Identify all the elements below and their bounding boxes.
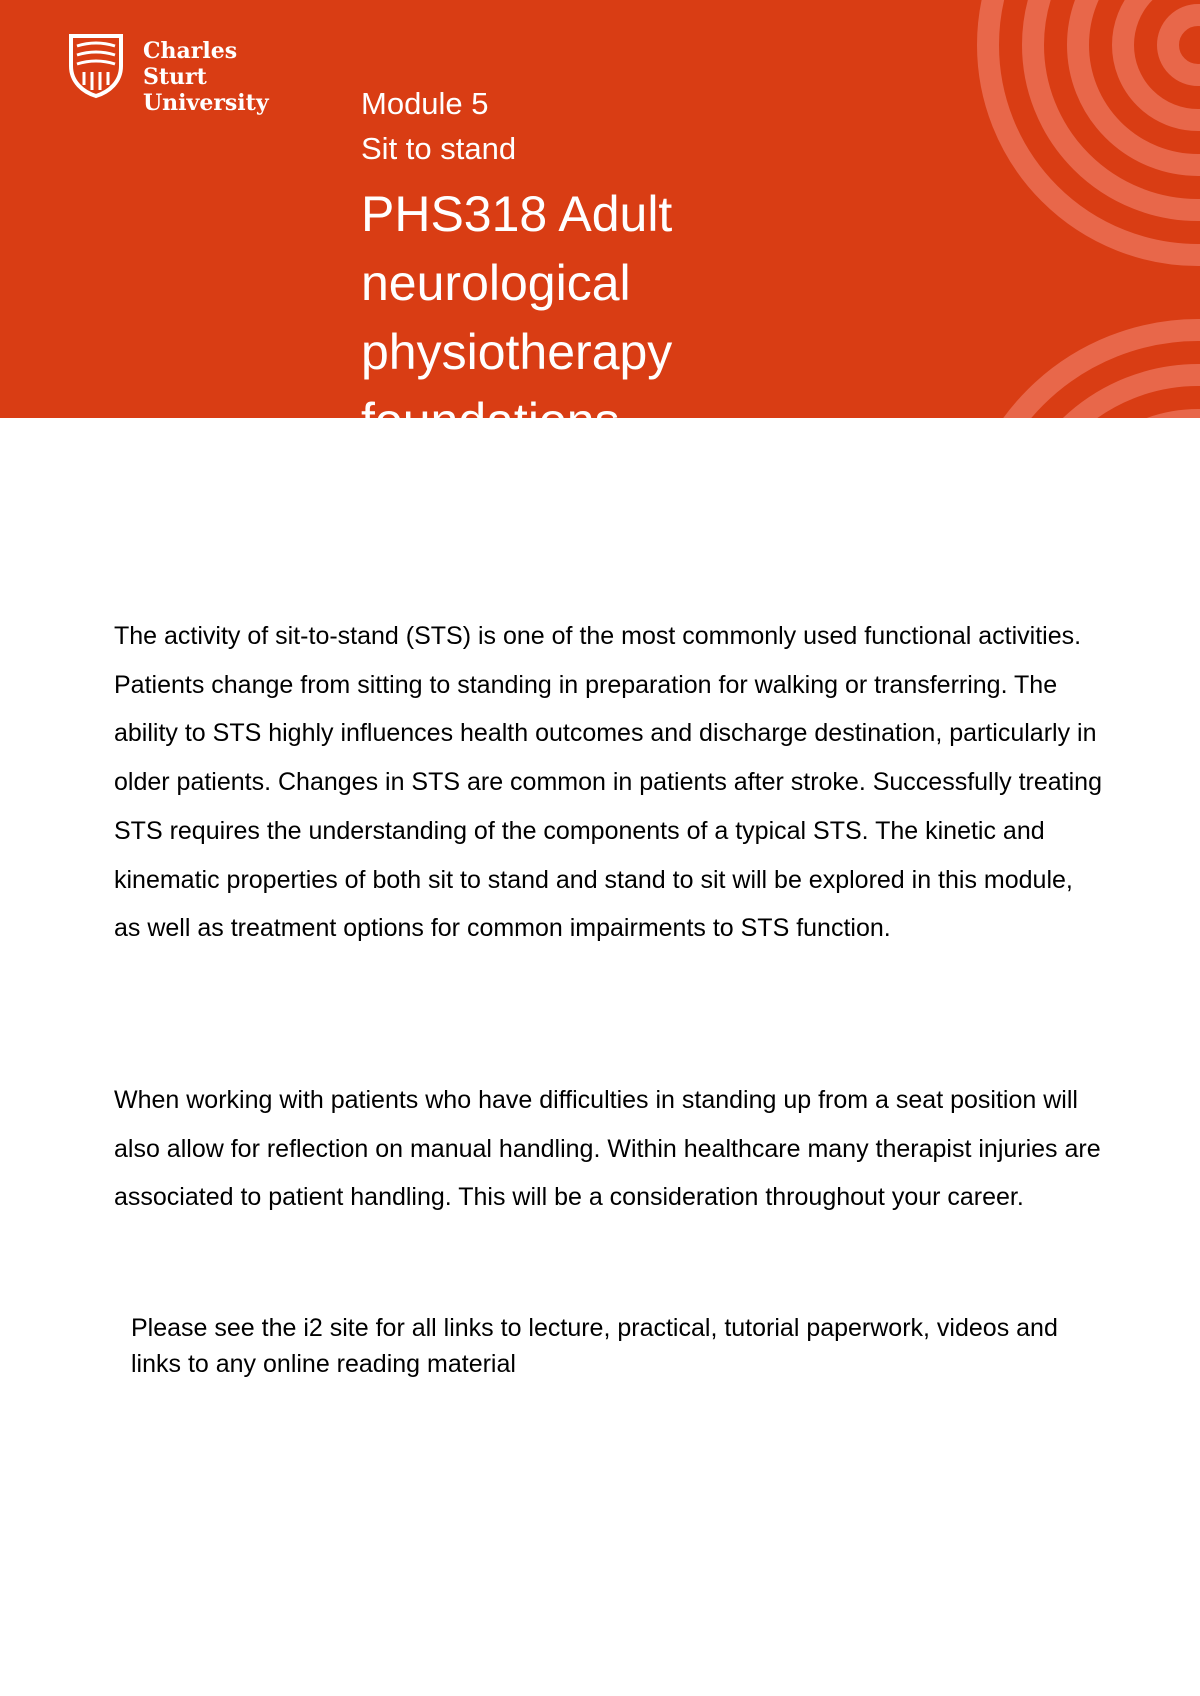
university-logo	[67, 32, 307, 116]
logo-line-1: Charles Sturt	[143, 38, 238, 90]
course-title: PHS318 Adult neurological physiotherapy foundations	[361, 186, 673, 449]
i2-site-note: Please see the i2 site for all links to lecture, practical, tutorial paperwork, videos and links to any online reading material	[131, 1314, 1058, 1378]
logo-text	[143, 38, 307, 116]
body-paragraph-manual-handling: When working with patients who have difficulties in standing up from a seat position will also allow for reflection on manual handling. Within healthcare many therapist injuries are associated to patient handling. This will be a consideration throughout your career.	[114, 1086, 1101, 1212]
module-topic: Sit to stand	[361, 131, 517, 166]
crest-icon	[67, 32, 125, 98]
header-banner	[0, 0, 1200, 449]
module-label: Module 5	[361, 86, 489, 121]
logo-line-2: University	[143, 90, 269, 116]
decorative-arc-pattern	[898, 0, 1200, 418]
body-paragraph-intro: The activity of sit-to-stand (STS) is one of the most commonly used functional activities. Patients change from sitting to standing in preparation for walking or transferring. The ability to STS highly influences health outcomes and discharge destination, particularly in older patients. Changes in STS are common in patients after stroke. Successfully treating STS requires the understanding of the components of a typical STS. The kinetic and kinematic properties of both sit to stand and stand to sit will be explored in this module, as well as treatment options for common impairments to STS function.	[114, 622, 1102, 943]
